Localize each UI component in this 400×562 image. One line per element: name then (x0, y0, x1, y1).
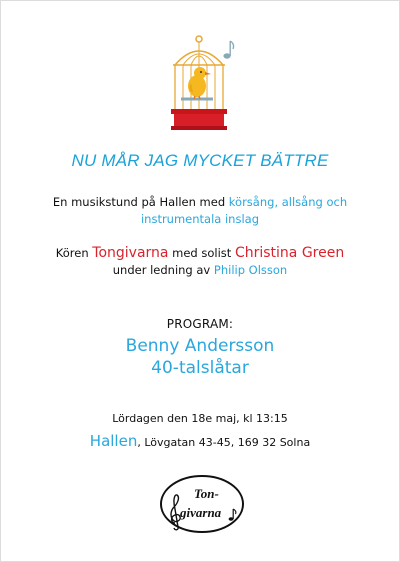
event-date: Lördagen den 18e maj, kl 13:15 (112, 412, 288, 425)
intro-highlight-1: körsång, allsång och (228, 195, 348, 209)
soloist-name: Christina Green (234, 245, 345, 261)
intro-prefix: En musikstund på Hallen med (52, 195, 229, 209)
program-item: 40-talslåtar (151, 358, 249, 378)
event-title: NU MÅR JAG MYCKET BÄTTRE (71, 151, 329, 170)
program-item: Benny Andersson (125, 336, 275, 356)
intro-highlight-2: instrumentala inslag (140, 212, 260, 226)
logo-line-2: givarna (180, 505, 222, 520)
choir-prefix: Kören (55, 246, 93, 260)
music-note-icon (229, 509, 236, 521)
event-venue (1, 432, 399, 450)
bird-cage-illustration (159, 35, 249, 135)
choir-text (1, 245, 399, 279)
choir-middle: med solist (168, 246, 235, 260)
tongivarna-logo (158, 473, 246, 535)
program-list (1, 335, 399, 379)
venue-name: Hallen (89, 432, 138, 450)
venue-address: , Lövgatan 43-45, 169 32 Solna (137, 436, 311, 449)
music-note-icon (222, 39, 236, 61)
choir-name: Tongivarna (92, 245, 169, 261)
program-heading: PROGRAM: (166, 317, 234, 331)
leader-name: Philip Olsson (213, 263, 288, 277)
intro-text (1, 194, 399, 228)
logo-line-1: Ton- (194, 486, 219, 501)
leader-prefix: under ledning av (112, 263, 214, 277)
